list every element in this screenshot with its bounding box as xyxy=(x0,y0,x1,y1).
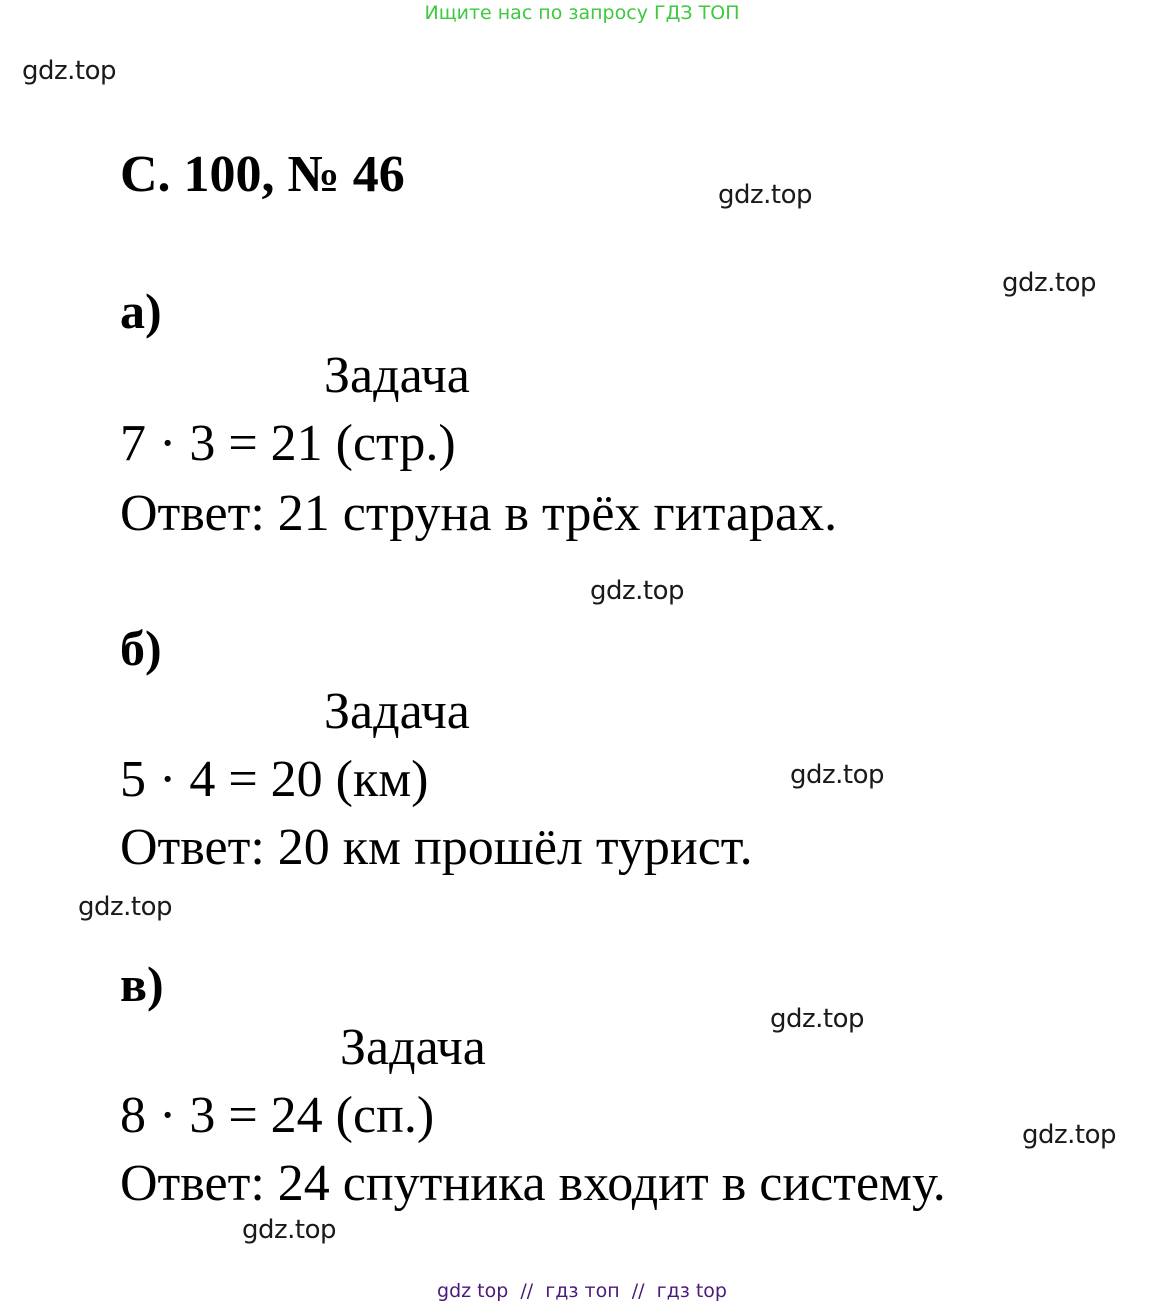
page-title: С. 100, № 46 xyxy=(120,146,405,203)
bottom-watermark-banner: gdz top // гдз топ // гдз top xyxy=(437,1280,727,1302)
equation-a: 7 · 3 = 21 (стр.) xyxy=(120,415,456,472)
watermark: gdz.top xyxy=(718,180,813,210)
task-title-a: Задача xyxy=(324,347,470,404)
watermark: gdz.top xyxy=(590,576,685,606)
watermark: gdz.top xyxy=(22,56,117,86)
task-title-c: Задача xyxy=(340,1019,486,1076)
equation-b: 5 · 4 = 20 (км) xyxy=(120,751,429,808)
answer-b: Ответ: 20 км прошёл турист. xyxy=(120,819,753,876)
watermark: gdz.top xyxy=(770,1004,865,1034)
watermark: gdz.top xyxy=(790,760,885,790)
watermark: gdz.top xyxy=(242,1215,337,1245)
part-label-c: в) xyxy=(120,956,164,1012)
watermark: gdz.top xyxy=(1002,268,1097,298)
part-label-a: а) xyxy=(120,283,162,339)
equation-c: 8 · 3 = 24 (сп.) xyxy=(120,1087,435,1144)
answer-c: Ответ: 24 спутника входит в систему. xyxy=(120,1155,946,1212)
part-label-b: б) xyxy=(120,620,162,676)
top-search-banner: Ищите нас по запросу ГДЗ ТОП xyxy=(424,2,740,24)
task-title-b: Задача xyxy=(324,683,470,740)
answer-a: Ответ: 21 струна в трёх гитарах. xyxy=(120,485,838,542)
watermark: gdz.top xyxy=(78,892,173,922)
watermark: gdz.top xyxy=(1022,1120,1117,1150)
